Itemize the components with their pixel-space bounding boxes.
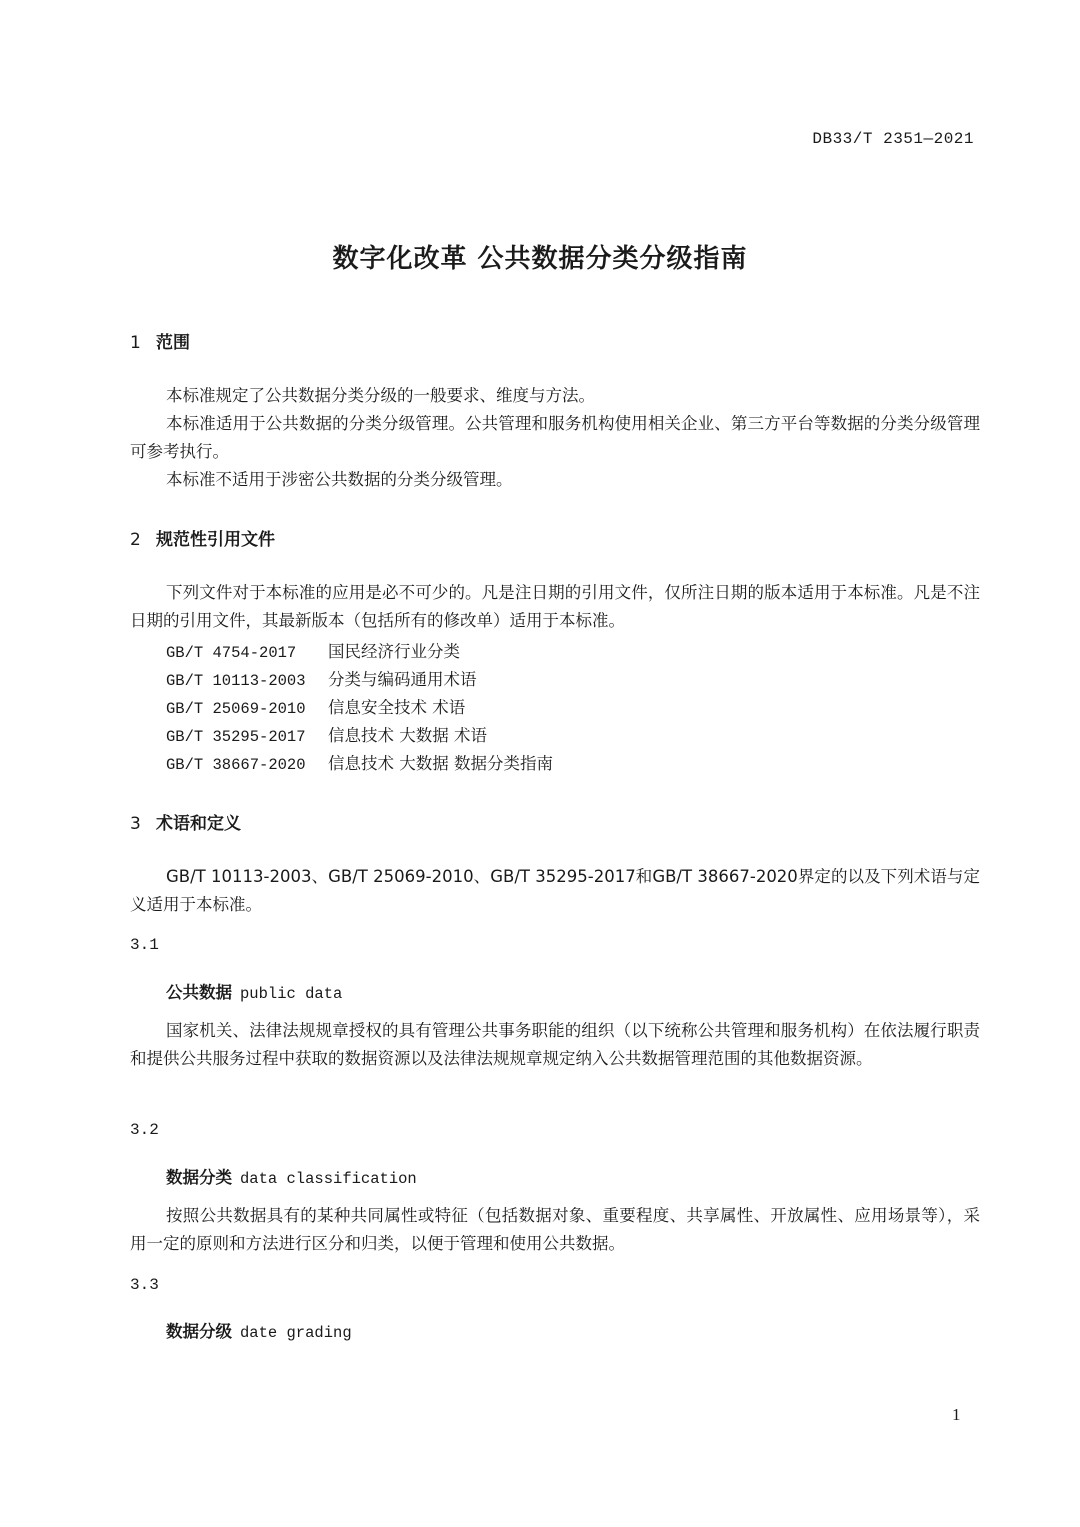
section-title: 术语和定义 — [156, 814, 241, 834]
section-1-paragraph: 本标准规定了公共数据分类分级的一般要求、维度与方法。 — [166, 386, 595, 405]
reference-item — [166, 750, 553, 774]
term-zh: 数据分级 — [166, 1322, 232, 1341]
reference-code: GB/T 10113-2003 — [166, 672, 306, 690]
section-3-intro: GB/T 10113-2003、GB/T 25069-2010、GB/T 35295-2017和GB/T 38667-2020界定的以及下列术语与定义适用于本标准。 — [130, 867, 980, 914]
section-title: 规范性引用文件 — [156, 530, 275, 550]
section-2-paragraph: 下列文件对于本标准的应用是必不可少的。凡是注日期的引用文件，仅所注日期的版本适用于本标准。凡是不注日期的引用文件，其最新版本（包括所有的修改单）适用于本标准。 — [130, 583, 980, 630]
section-number: 3 — [130, 814, 141, 834]
section-1-paragraph: 本标准适用于公共数据的分类分级管理。公共管理和服务机构使用相关企业、第三方平台等数据的分类分级管理可参考执行。 — [130, 414, 980, 461]
term-definition: 国家机关、法律法规规章授权的具有管理公共事务职能的组织（以下统称公共管理和服务机构）在依法履行职责和提供公共服务过程中获取的数据资源以及法律法规规章规定纳入公共数据管理范围的其他数据资源。 — [130, 1021, 980, 1068]
reference-item — [166, 722, 487, 746]
document-title: 数字化改革 公共数据分类分级指南 — [332, 244, 748, 274]
section-1-paragraph: 本标准不适用于涉密公共数据的分类分级管理。 — [166, 470, 513, 489]
section-2-heading — [130, 525, 275, 550]
reference-item — [166, 666, 477, 690]
term-en: date grading — [240, 1324, 352, 1342]
reference-code: GB/T 25069-2010 — [166, 700, 306, 718]
section-number: 1 — [130, 333, 141, 353]
section-title: 范围 — [156, 333, 190, 353]
reference-item — [166, 694, 465, 718]
term-en: data classification — [240, 1170, 417, 1188]
page-number: 1 — [952, 1405, 961, 1424]
reference-code: GB/T 35295-2017 — [166, 728, 306, 746]
reference-code: GB/T 38667-2020 — [166, 756, 306, 774]
reference-name: 信息安全技术 术语 — [328, 698, 466, 717]
term-heading — [166, 979, 342, 1003]
reference-code: GB/T 4754-2017 — [166, 644, 297, 662]
clause-number: 3.3 — [130, 1276, 159, 1294]
document-id: DB33/T 2351—2021 — [812, 130, 974, 148]
term-heading — [166, 1318, 352, 1342]
reference-name: 分类与编码通用术语 — [328, 670, 477, 689]
reference-name: 国民经济行业分类 — [328, 642, 460, 661]
term-definition: 按照公共数据具有的某种共同属性或特征（包括数据对象、重要程度、共享属性、开放属性、应用场景等），采用一定的原则和方法进行区分和归类，以便于管理和使用公共数据。 — [130, 1206, 980, 1253]
clause-number: 3.2 — [130, 1121, 159, 1139]
reference-item — [166, 638, 460, 662]
section-number: 2 — [130, 530, 141, 550]
reference-name: 信息技术 大数据 术语 — [328, 726, 487, 745]
term-en: public data — [240, 985, 343, 1003]
term-zh: 公共数据 — [166, 983, 232, 1002]
section-1-heading — [130, 328, 190, 353]
clause-number: 3.1 — [130, 936, 159, 954]
term-heading — [166, 1164, 417, 1188]
reference-name: 信息技术 大数据 数据分类指南 — [328, 754, 553, 773]
section-3-heading — [130, 809, 241, 834]
term-zh: 数据分类 — [166, 1168, 232, 1187]
